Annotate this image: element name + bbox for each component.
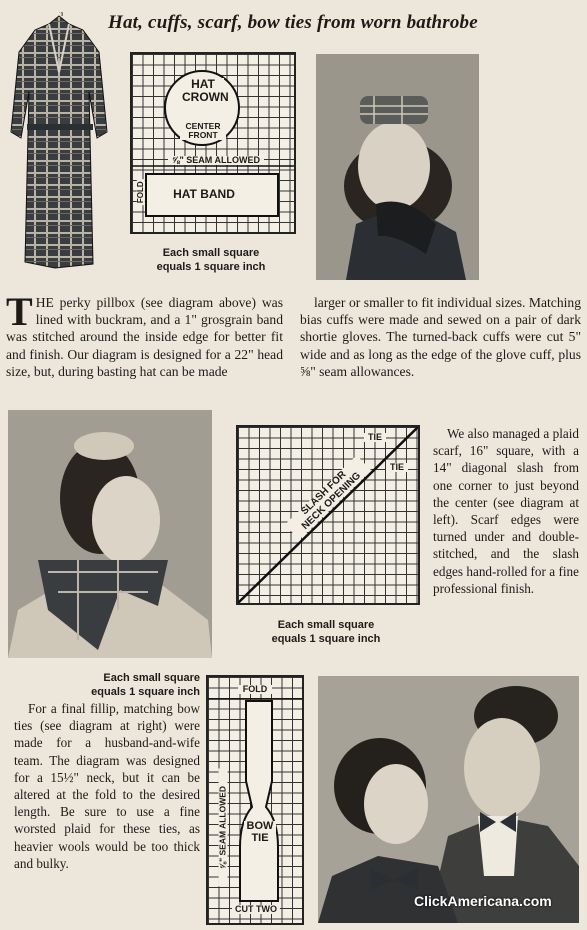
seam-allowed-vertical: ⅝" SEAM ALLOWED [219,768,228,886]
pillbox-hat-photo [316,54,479,280]
fold-label: FOLD [137,179,145,205]
watermark: ClickAmericana.com [414,893,552,909]
bathrobe-illustration [5,12,113,274]
scarf-diagram-caption: Each small square equals 1 square inch [271,619,381,645]
slash-label: SLASH FOR NECK OPENING [285,455,372,540]
bowtie-paragraph: For a final fillip, matching bow ties (see diagram at right) were made for a husband-and-wife team. The diagram was designed for a 15½" neck, but it can be altered at the fold to the desired length. Be sure to use a fine worsted plaid for these ties, as heavier wools would be too thick and bulky. [14,701,200,871]
cut-two-label: CUT TWO [232,905,280,914]
plaid-scarf-photo [8,410,212,658]
hat-pattern-diagram [130,52,296,234]
hat-crown-label: HAT CROWN [182,77,229,104]
scarf-pattern-diagram [236,425,420,605]
hat-diagram-caption: Each small square equals 1 square inch [156,247,266,273]
center-front-label: CENTER FRONT [180,122,226,140]
seam-allowed-label: ⅝" SEAM ALLOWED [168,156,264,165]
bowtie-couple-photo [318,676,579,923]
hat-band-label: HAT BAND [166,188,242,201]
drop-cap: T [6,289,33,334]
bowtie-pattern-diagram [206,675,304,925]
tie-label-right: TIE [386,463,408,472]
scarf-paragraph: We also managed a plaid scarf, 16" square, with a 14" diagonal slash from one corner to just beyond the center (see diagram at left). Scarf edges were turned under and double-stitched, and the slash edges hand-rolled for a fine professional finish. [433,426,579,596]
tie-label-top: TIE [364,433,386,442]
bowtie-diagram-caption: Each small square equals 1 square inch [91,672,200,698]
page-title: Hat, cuffs, scarf, bow ties from worn bathrobe [108,12,478,33]
bow-tie-label: BOW TIE [244,821,276,844]
pillbox-paragraph-text: HE perky pillbox (see diagram above) was lined with buckram, and a 1" grosgrain band was stitched around the inside edge for better fit and finish. Our diagram is designed for a 22" head size, but, during basting hat can be made [6,295,283,379]
pillbox-paragraph-right: larger or smaller to fit individual sizes. Matching bias cuffs were made and sewed on a pair of dark shortie gloves. The turned-back cuffs were cut 5" wide and as long as the edge of the glove cuff, plus ⅝" seam allowances. [300,295,581,379]
fold-label-bowtie: FOLD [238,685,272,694]
pillbox-paragraph-left [6,289,283,380]
